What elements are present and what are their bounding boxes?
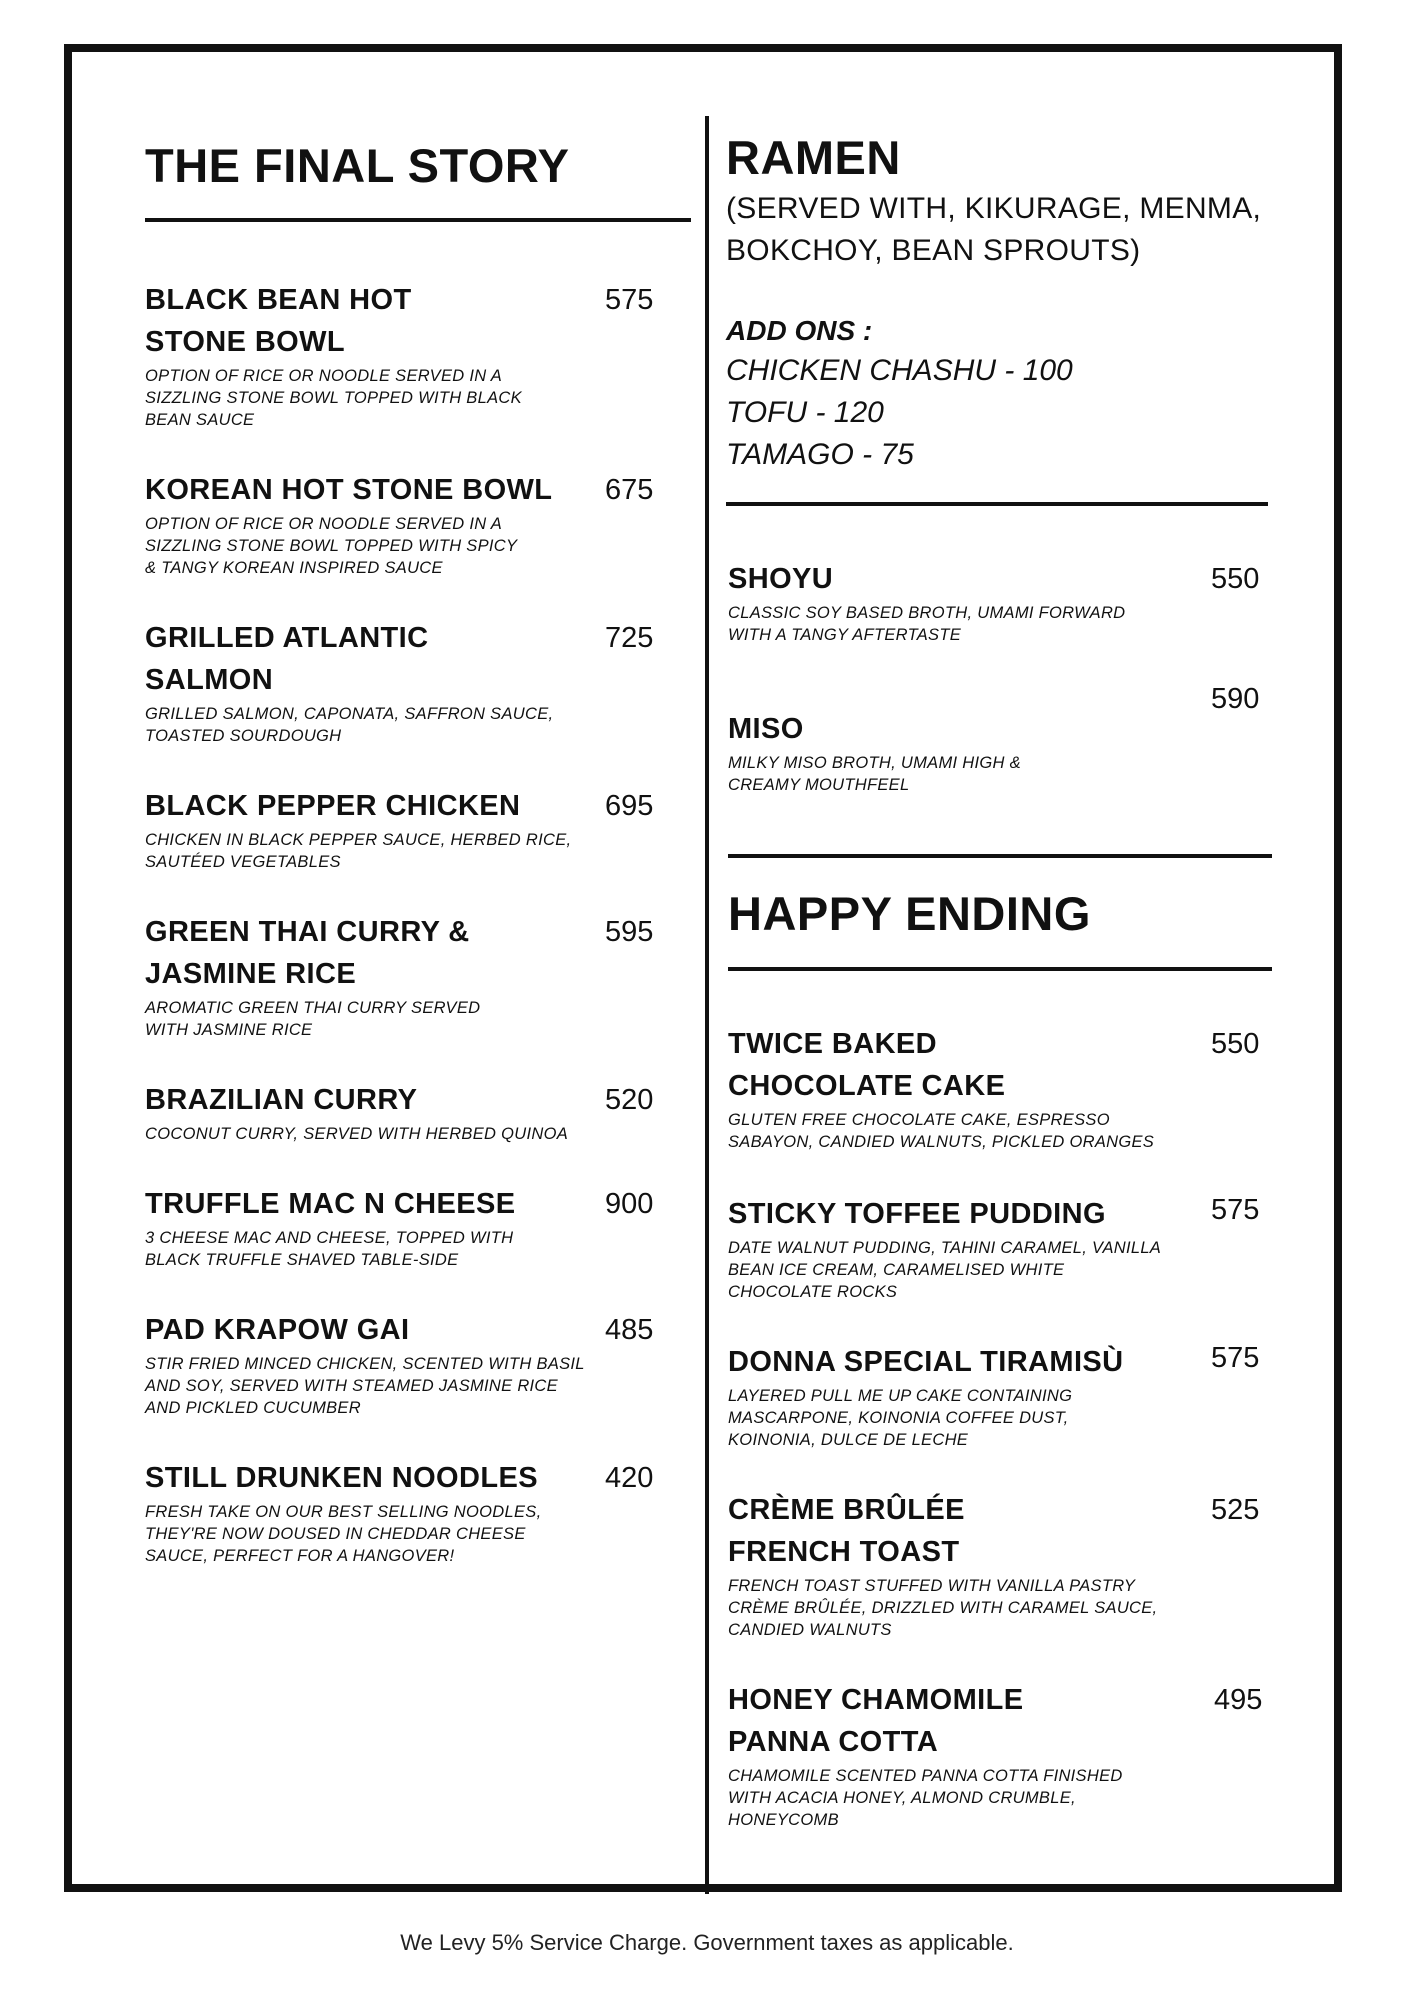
item-description: MILKY MISO BROTH, UMAMI HIGH & CREAMY MOUTHFEEL xyxy=(728,754,1021,795)
section-title-ramen: RAMEN xyxy=(726,131,901,184)
menu-item xyxy=(728,1023,1276,1153)
item-name: BLACK PEPPER CHICKEN xyxy=(145,790,521,823)
item-price: 590 xyxy=(1211,683,1260,716)
menu-item xyxy=(728,558,1276,646)
section-rule xyxy=(728,854,1272,858)
item-name: STICKY TOFFEE PUDDING xyxy=(728,1197,1106,1230)
menu-item xyxy=(145,279,670,431)
item-price: 420 xyxy=(605,1462,654,1495)
item-description: FRENCH TOAST STUFFED WITH VANILLA PASTRY CRÈME BRÛLÉE, DRIZZLED WITH CARAMEL SAUCE, CANDIED WALNUTS xyxy=(728,1576,1158,1639)
item-description: LAYERED PULL ME UP CAKE CONTAINING MASCARPONE, KOINONIA COFFEE DUST, KOINONIA, DULCE DE LECHE xyxy=(728,1386,1073,1449)
item-price: 485 xyxy=(605,1314,654,1347)
menu-item xyxy=(728,1193,1276,1303)
ramen-subtitle: (SERVED WITH, KIKURAGE, MENMA, BOKCHOY, BEAN SPROUTS) xyxy=(726,192,1262,268)
item-description: AROMATIC GREEN THAI CURRY SERVED WITH JASMINE RICE xyxy=(145,999,481,1040)
item-price: 575 xyxy=(1211,1341,1260,1374)
item-description: DATE WALNUT PUDDING, TAHINI CARAMEL, VANILLA BEAN ICE CREAM, CARAMELISED WHITE CHOCOLATE ROCKS xyxy=(728,1238,1161,1301)
section-rule xyxy=(145,218,691,222)
menu-item xyxy=(728,684,1276,796)
item-price: 495 xyxy=(1214,1683,1263,1716)
item-name: MISO xyxy=(728,713,804,746)
item-description: GLUTEN FREE CHOCOLATE CAKE, ESPRESSO SABAYON, CANDIED WALNUTS, PICKLED ORANGES xyxy=(728,1110,1155,1151)
menu-item xyxy=(728,1341,1276,1451)
menu-item xyxy=(145,1079,670,1145)
item-description: COCONUT CURRY, SERVED WITH HERBED QUINOA xyxy=(145,1125,569,1144)
item-name: GREEN THAI CURRY & JASMINE RICE xyxy=(145,916,470,991)
item-name: BRAZILIAN CURRY xyxy=(145,1084,418,1117)
item-price: 725 xyxy=(605,622,654,655)
menu-item xyxy=(145,1309,670,1419)
column-divider xyxy=(705,116,709,1894)
item-description: CHAMOMILE SCENTED PANNA COTTA FINISHED WITH ACACIA HONEY, ALMOND CRUMBLE, HONEYCOMB xyxy=(728,1766,1123,1829)
right-column xyxy=(726,130,1276,1831)
menu-item xyxy=(145,617,670,747)
item-price: 575 xyxy=(605,284,654,317)
item-name: BLACK BEAN HOT STONE BOWL xyxy=(145,284,412,359)
addons-title: ADD ONS : xyxy=(726,315,873,347)
section-rule xyxy=(726,502,1268,506)
item-description: OPTION OF RICE OR NOODLE SERVED IN A SIZZLING STONE BOWL TOPPED WITH SPICY & TANGY KOREAN INSPIRED SAUCE xyxy=(145,515,518,578)
menu-item xyxy=(145,1183,670,1271)
section-title-happy-ending: HAPPY ENDING xyxy=(728,887,1091,941)
addon-item: CHICKEN CHASHU - 100 xyxy=(726,354,1073,388)
item-price: 695 xyxy=(605,790,654,823)
service-charge-note: We Levy 5% Service Charge. Government taxes as applicable. xyxy=(400,1930,1014,1955)
item-name: SHOYU xyxy=(728,563,834,596)
item-description: FRESH TAKE ON OUR BEST SELLING NOODLES, THEY'RE NOW DOUSED IN CHEDDAR CHEESE SAUCE, PERFECT FOR A HANGOVER! xyxy=(145,1503,542,1566)
item-name: TWICE BAKED CHOCOLATE CAKE xyxy=(728,1027,1006,1102)
item-price: 520 xyxy=(605,1084,654,1117)
item-name: PAD KRAPOW GAI xyxy=(145,1314,410,1347)
item-price: 550 xyxy=(1211,1027,1260,1060)
item-name: GRILLED ATLANTIC SALMON xyxy=(145,622,429,697)
item-price: 900 xyxy=(605,1188,654,1221)
item-price: 675 xyxy=(605,474,654,507)
menu-item xyxy=(728,1489,1276,1641)
item-name: DONNA SPECIAL TIRAMISÙ xyxy=(728,1345,1124,1378)
item-price: 595 xyxy=(605,916,654,949)
item-description: GRILLED SALMON, CAPONATA, SAFFRON SAUCE, TOASTED SOURDOUGH xyxy=(145,705,554,746)
section-title-final-story: THE FINAL STORY xyxy=(145,139,570,192)
item-name: KOREAN HOT STONE BOWL xyxy=(145,474,553,507)
item-description: CLASSIC SOY BASED BROTH, UMAMI FORWARD WITH A TANGY AFTERTASTE xyxy=(728,604,1126,645)
item-price: 525 xyxy=(1211,1493,1260,1526)
menu-item xyxy=(145,911,670,1041)
item-description: CHICKEN IN BLACK PEPPER SAUCE, HERBED RICE, SAUTÉED VEGETABLES xyxy=(145,831,572,872)
menu-item xyxy=(145,1457,670,1567)
section-rule xyxy=(728,967,1272,971)
item-price: 550 xyxy=(1211,563,1260,596)
menu-item xyxy=(145,785,670,873)
menu-item xyxy=(145,469,670,579)
addon-item: TOFU - 120 xyxy=(726,396,884,430)
item-description: STIR FRIED MINCED CHICKEN, SCENTED WITH BASIL AND SOY, SERVED WITH STEAMED JASMINE RICE AND PICKLED CUCUMBER xyxy=(145,1355,585,1418)
item-description: OPTION OF RICE OR NOODLE SERVED IN A SIZZLING STONE BOWL TOPPED WITH BLACK BEAN SAUCE xyxy=(145,367,522,430)
item-description: 3 CHEESE MAC AND CHEESE, TOPPED WITH BLACK TRUFFLE SHAVED TABLE-SIDE xyxy=(145,1229,514,1270)
left-column xyxy=(145,130,670,1567)
item-name: CRÈME BRÛLÉE FRENCH TOAST xyxy=(728,1493,965,1568)
menu-item xyxy=(728,1679,1276,1831)
item-name: HONEY CHAMOMILE PANNA COTTA xyxy=(728,1683,1024,1758)
item-name: STILL DRUNKEN NOODLES xyxy=(145,1462,538,1495)
item-price: 575 xyxy=(1211,1193,1260,1226)
item-name: TRUFFLE MAC N CHEESE xyxy=(145,1188,516,1221)
addon-item: TAMAGO - 75 xyxy=(726,438,914,472)
